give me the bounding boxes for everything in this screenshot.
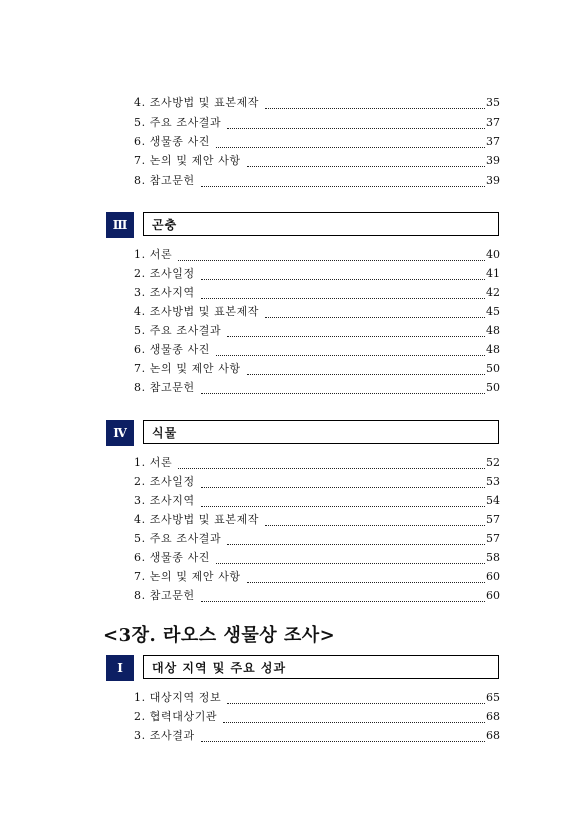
toc-item-page: 68 (486, 710, 500, 723)
toc-item-label: 5. 주요 조사결과 (134, 324, 222, 337)
toc-item[interactable] (134, 114, 500, 132)
leader-dots (227, 702, 485, 704)
toc-item-page: 54 (486, 494, 500, 507)
leader-dots (227, 543, 485, 545)
toc-item-label: 7. 논의 및 제안 사항 (134, 362, 241, 375)
toc-item[interactable] (134, 511, 500, 529)
toc-item-label: 6. 생물종 사진 (134, 551, 211, 564)
toc-item-label: 8. 참고문헌 (134, 589, 195, 602)
toc-item[interactable] (134, 152, 500, 170)
section-title: 대상 지역 및 주요 성과 (143, 655, 499, 679)
toc-item-page: 50 (486, 362, 500, 375)
toc-item[interactable] (134, 133, 500, 151)
toc-item[interactable] (134, 284, 500, 302)
leader-dots (227, 335, 485, 337)
section-title: 식물 (143, 420, 499, 444)
leader-dots (201, 185, 485, 187)
toc-item-page: 57 (486, 513, 500, 526)
toc-item[interactable] (134, 303, 500, 321)
toc-item-page: 53 (486, 475, 500, 488)
toc-item-page: 60 (486, 589, 500, 602)
toc-item-page: 37 (486, 116, 500, 129)
leader-dots (178, 467, 485, 469)
leader-dots (227, 127, 485, 129)
toc-item-label: 1. 대상지역 정보 (134, 691, 222, 704)
toc-item-page: 37 (486, 135, 500, 148)
section-numeral: Ⅳ (106, 420, 134, 446)
toc-item[interactable] (134, 492, 500, 510)
toc-item-label: 1. 서론 (134, 456, 173, 469)
toc-item-label: 2. 협력대상기관 (134, 710, 218, 723)
toc-item[interactable] (134, 341, 500, 359)
leader-dots (247, 581, 485, 583)
leader-dots (201, 278, 485, 280)
section-numeral: Ⅰ (106, 655, 134, 681)
leader-dots (265, 316, 485, 318)
toc-item-label: 8. 참고문헌 (134, 174, 195, 187)
toc-item-label: 1. 서론 (134, 248, 173, 261)
leader-dots (201, 297, 485, 299)
toc-item-label: 3. 조사결과 (134, 729, 195, 742)
toc-item-page: 39 (486, 174, 500, 187)
leader-dots (216, 562, 485, 564)
toc-item[interactable] (134, 587, 500, 605)
toc-item-page: 42 (486, 286, 500, 299)
toc-item-page: 65 (486, 691, 500, 704)
toc-item-label: 7. 논의 및 제안 사항 (134, 154, 241, 167)
toc-item-page: 50 (486, 381, 500, 394)
toc-item-page: 58 (486, 551, 500, 564)
toc-item[interactable] (134, 379, 500, 397)
toc-item-label: 4. 조사방법 및 표본제작 (134, 513, 260, 526)
chapter-title: <3장. 라오스 생물상 조사> (103, 625, 336, 646)
toc-item[interactable] (134, 94, 500, 112)
leader-dots (201, 392, 485, 394)
toc-item[interactable] (134, 172, 500, 190)
leader-dots (201, 740, 485, 742)
leader-dots (201, 486, 485, 488)
leader-dots (216, 146, 485, 148)
leader-dots (223, 721, 485, 723)
toc-item[interactable] (134, 454, 500, 472)
leader-dots (201, 600, 485, 602)
leader-dots (265, 524, 485, 526)
toc-item-label: 3. 조사지역 (134, 494, 195, 507)
section-title: 곤충 (143, 212, 499, 236)
toc-item[interactable] (134, 549, 500, 567)
toc-item-page: 35 (486, 96, 500, 109)
toc-item[interactable] (134, 246, 500, 264)
toc-item-page: 68 (486, 729, 500, 742)
toc-item[interactable] (134, 689, 500, 707)
toc-item-label: 6. 생물종 사진 (134, 343, 211, 356)
toc-item[interactable] (134, 530, 500, 548)
toc-item-label: 3. 조사지역 (134, 286, 195, 299)
toc-item-page: 48 (486, 324, 500, 337)
toc-item-label: 4. 조사방법 및 표본제작 (134, 96, 260, 109)
toc-item-page: 45 (486, 305, 500, 318)
toc-item-label: 7. 논의 및 제안 사항 (134, 570, 241, 583)
toc-item[interactable] (134, 568, 500, 586)
toc-item-page: 52 (486, 456, 500, 469)
leader-dots (201, 505, 485, 507)
toc-item-label: 8. 참고문헌 (134, 381, 195, 394)
toc-item[interactable] (134, 727, 500, 745)
toc-item-page: 48 (486, 343, 500, 356)
toc-item-label: 5. 주요 조사결과 (134, 532, 222, 545)
leader-dots (247, 165, 485, 167)
toc-item-label: 6. 생물종 사진 (134, 135, 211, 148)
toc-item-page: 60 (486, 570, 500, 583)
toc-item-label: 4. 조사방법 및 표본제작 (134, 305, 260, 318)
toc-item-label: 2. 조사일정 (134, 475, 195, 488)
toc-item[interactable] (134, 265, 500, 283)
leader-dots (178, 259, 485, 261)
toc-item-page: 57 (486, 532, 500, 545)
toc-item-label: 2. 조사일정 (134, 267, 195, 280)
toc-item-page: 40 (486, 248, 500, 261)
toc-item-page: 39 (486, 154, 500, 167)
toc-item[interactable] (134, 360, 500, 378)
section-numeral: Ⅲ (106, 212, 134, 238)
leader-dots (265, 107, 485, 109)
toc-item-label: 5. 주요 조사결과 (134, 116, 222, 129)
leader-dots (216, 354, 485, 356)
toc-item[interactable] (134, 473, 500, 491)
leader-dots (247, 373, 485, 375)
toc-item[interactable] (134, 322, 500, 340)
toc-item[interactable] (134, 708, 500, 726)
toc-item-page: 41 (486, 267, 500, 280)
